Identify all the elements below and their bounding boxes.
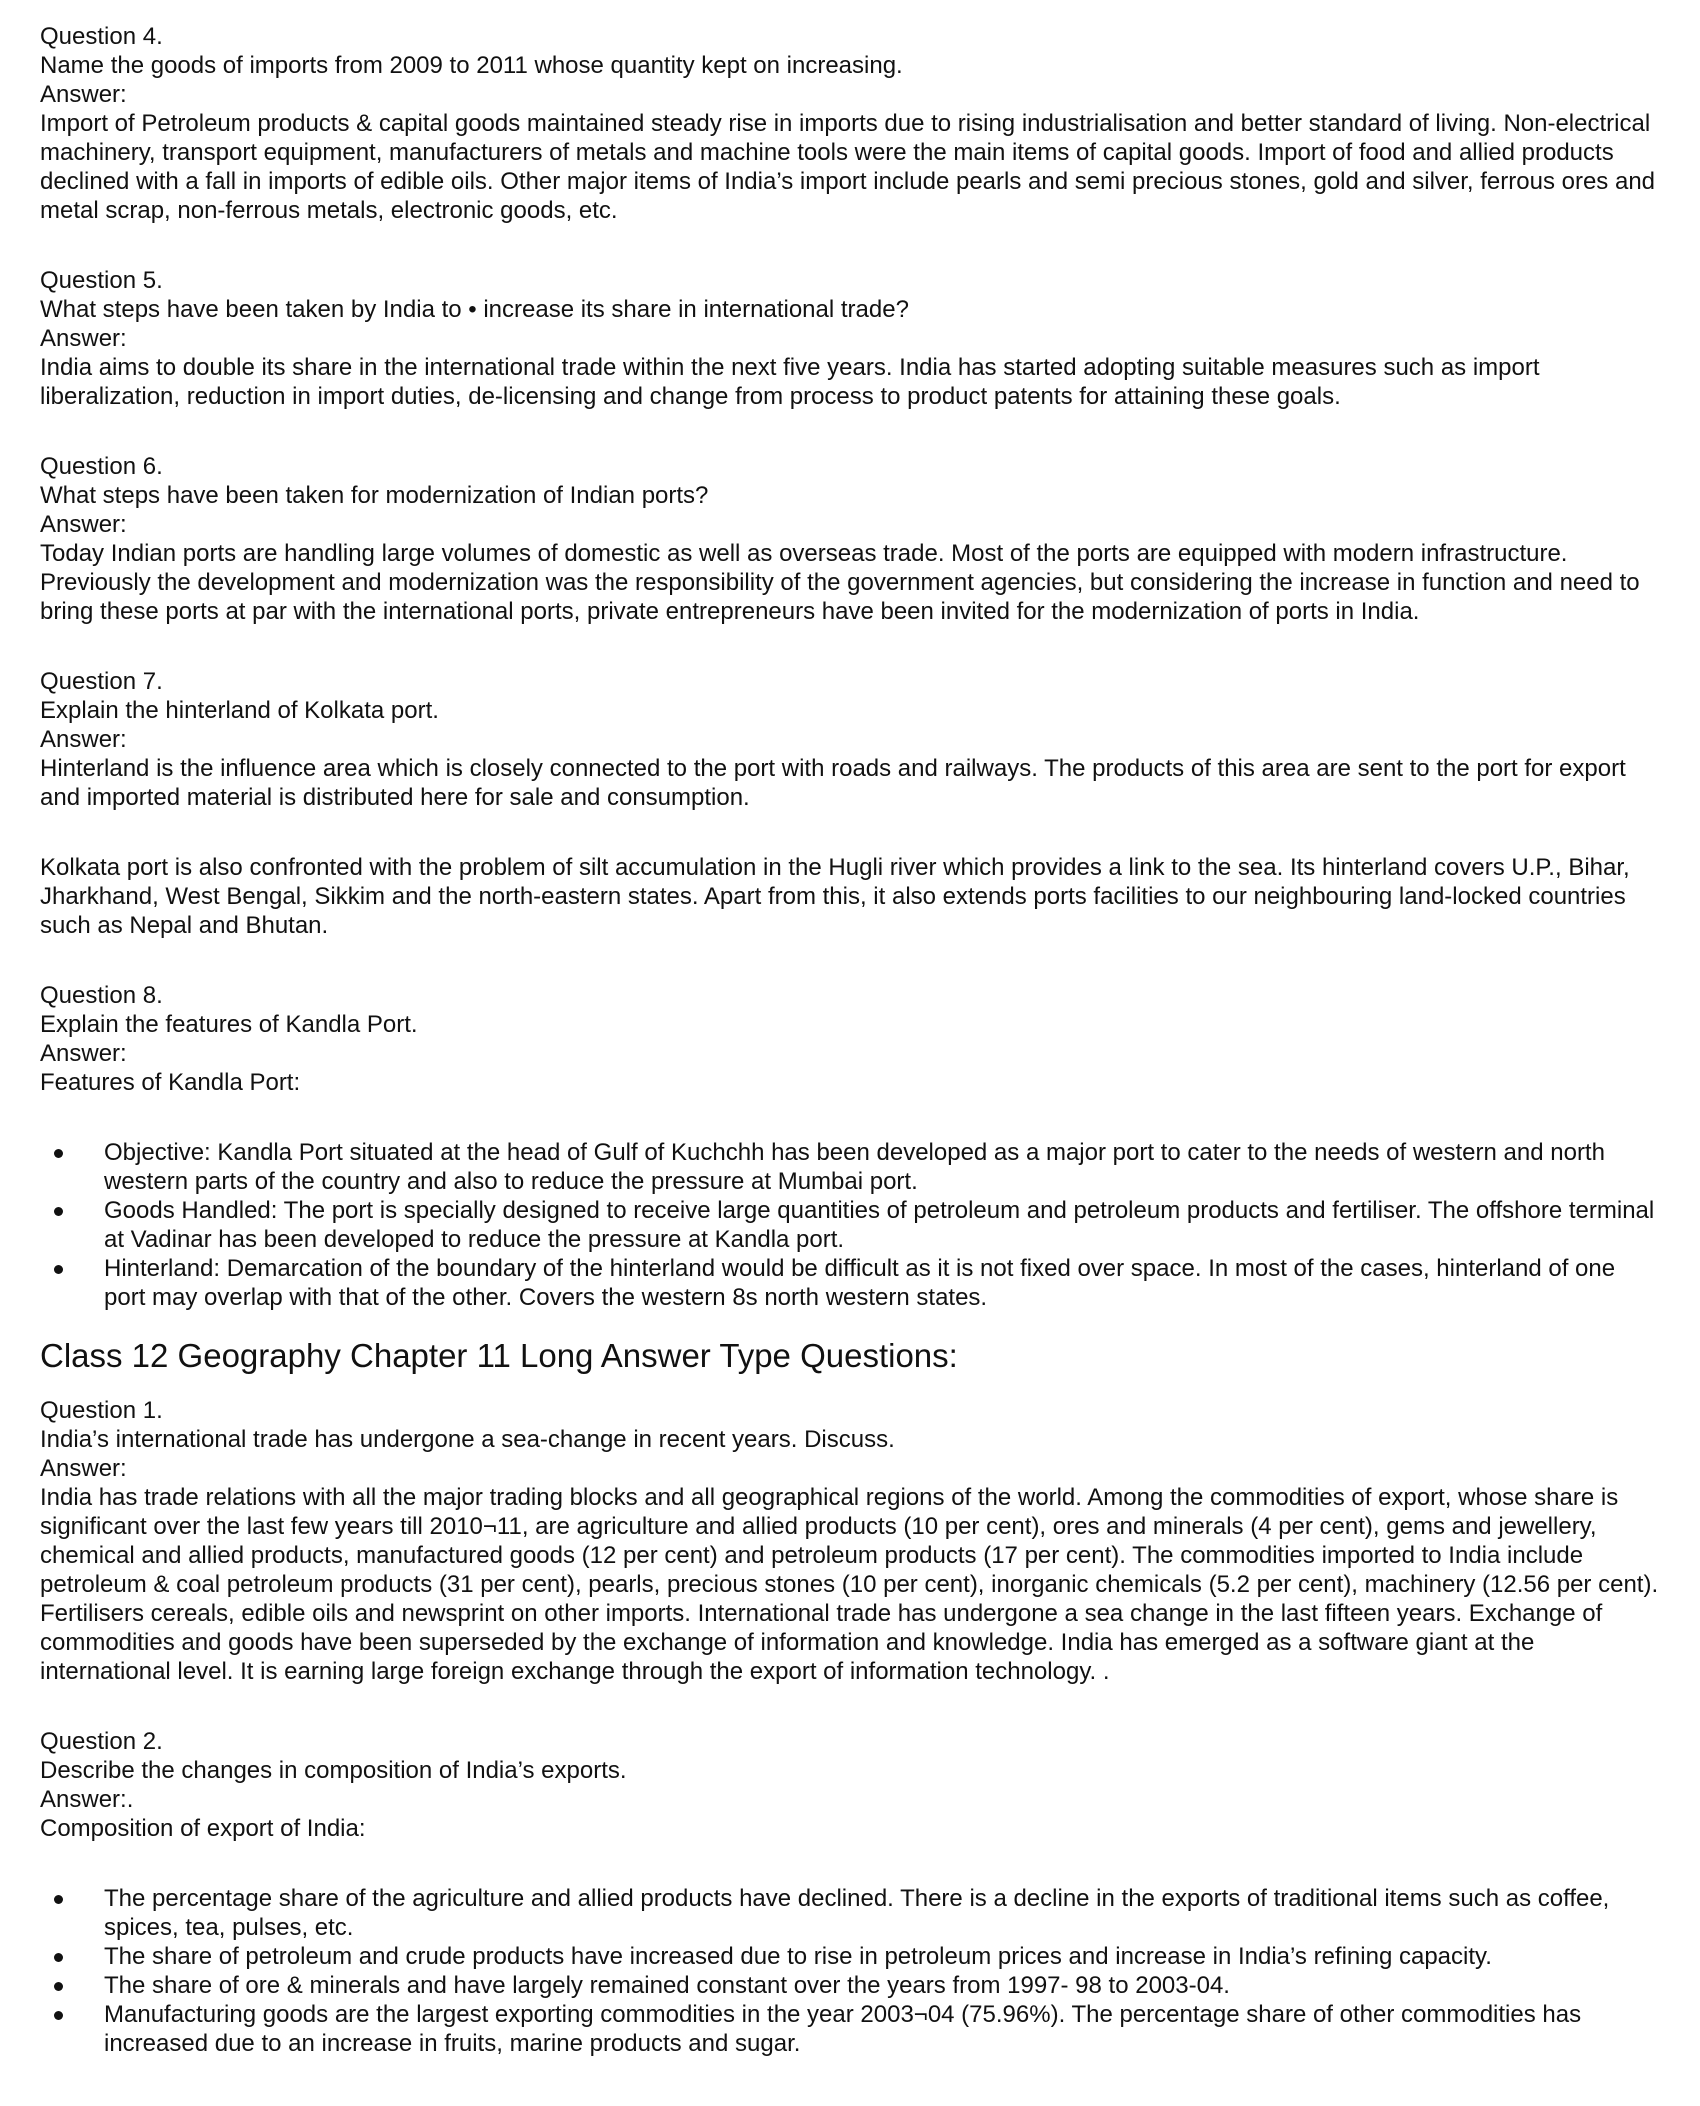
- answer-label: Answer:: [40, 726, 127, 753]
- answer-intro: Composition of export of India:: [40, 1815, 366, 1842]
- question-text: Explain the hinterland of Kolkata port.: [40, 697, 439, 724]
- question-title: Question 1.: [40, 1397, 163, 1424]
- answer-text-continued: Kolkata port is also confronted with the problem of silt accumulation in the Hugli river which provides a link to the sea. Its hinterland covers U.P., Bihar, Jharkhand, West Bengal, Sikkim and the north-eastern states. Apart from this, it also extends ports facilities to our neighbouring land-locked countries such as Nepal and Bhutan.: [40, 854, 1630, 939]
- question-title: Question 7.: [40, 668, 163, 695]
- bullet-icon: [54, 1149, 63, 1158]
- answer-label: Answer:: [40, 325, 127, 352]
- bullet-icon: [54, 1953, 63, 1962]
- question-text: Name the goods of imports from 2009 to 2011 whose quantity kept on increasing.: [40, 52, 903, 79]
- question-5-block: [40, 266, 1660, 411]
- question-text: What steps have been taken for modernization of Indian ports?: [40, 482, 709, 509]
- bullet-icon: [54, 2011, 63, 2020]
- question-title: Question 6.: [40, 453, 163, 480]
- bullet-icon: [54, 1265, 63, 1274]
- bullet-icon: [54, 1895, 63, 1904]
- list-item: The share of petroleum and crude products have increased due to rise in petroleum prices and increase in India’s refining capacity.: [40, 1942, 1660, 1971]
- kandla-features-list: [40, 1138, 1660, 1312]
- list-item: The share of ore & minerals and have largely remained constant over the years from 1997- 98 to 2003-04.: [40, 1971, 1660, 2000]
- bullet-icon: [54, 1982, 63, 1991]
- question-7-block: [40, 667, 1660, 940]
- answer-label: Answer:.: [40, 1786, 134, 1813]
- list-item: Goods Handled: The port is specially designed to receive large quantities of petroleum and petroleum products and fertiliser. The offshore terminal at Vadinar has been developed to reduce the pressure at Kandla port.: [40, 1196, 1660, 1254]
- long-question-2-block: [40, 1727, 1660, 1843]
- bullet-icon: [54, 1207, 63, 1216]
- question-text: India’s international trade has undergone a sea-change in recent years. Discuss.: [40, 1426, 895, 1453]
- question-8-block: [40, 981, 1660, 1097]
- list-item: Manufacturing goods are the largest exporting commodities in the year 2003¬04 (75.96%). The percentage share of other commodities has increased due to an increase in fruits, marine products and sugar.: [40, 2000, 1660, 2058]
- answer-text: Today Indian ports are handling large volumes of domestic as well as overseas trade. Most of the ports are equipped with modern infrastructure. Previously the development and modernization was the responsibility of the government agencies, but considering the increase in function and need to bring these ports at par with the international ports, private entrepreneurs have been invited for the modernization of ports in India.: [40, 540, 1640, 625]
- question-4-block: [40, 22, 1660, 225]
- answer-label: Answer:: [40, 1040, 127, 1067]
- list-item: Objective: Kandla Port situated at the head of Gulf of Kuchchh has been developed as a major port to cater to the needs of western and north western parts of the country and also to reduce the pressure at Mumbai port.: [40, 1138, 1660, 1196]
- answer-label: Answer:: [40, 81, 127, 108]
- question-title: Question 4.: [40, 23, 163, 50]
- answer-text: Import of Petroleum products & capital goods maintained steady rise in imports due to rising industrialisation and better standard of living. Non-electrical machinery, transport equipment, manufacturers of metals and machine tools were the main items of capital goods. Import of food and allied products declined with a fall in imports of edible oils. Other major items of India’s import include pearls and semi precious stones, gold and silver, ferrous ores and metal scrap, non-ferrous metals, electronic goods, etc.: [40, 110, 1656, 224]
- list-item: The percentage share of the agriculture and allied products have declined. There is a decline in the exports of traditional items such as coffee, spices, tea, pulses, etc.: [40, 1884, 1660, 1942]
- question-title: Question 5.: [40, 267, 163, 294]
- answer-label: Answer:: [40, 1455, 127, 1482]
- question-text: What steps have been taken by India to • increase its share in international trade?: [40, 296, 909, 323]
- question-text: Describe the changes in composition of India’s exports.: [40, 1757, 627, 1784]
- question-title: Question 2.: [40, 1728, 163, 1755]
- export-composition-list: [40, 1884, 1660, 2058]
- answer-label: Answer:: [40, 511, 127, 538]
- answer-intro: Features of Kandla Port:: [40, 1069, 301, 1096]
- question-title: Question 8.: [40, 982, 163, 1009]
- section-heading: Class 12 Geography Chapter 11 Long Answer Type Questions:: [40, 1337, 958, 1374]
- long-question-1-block: [40, 1396, 1660, 1686]
- question-text: Explain the features of Kandla Port.: [40, 1011, 418, 1038]
- list-item: Hinterland: Demarcation of the boundary of the hinterland would be difficult as it is not fixed over space. In most of the cases, hinterland of one port may overlap with that of the other. Covers the western 8s north western states.: [40, 1254, 1660, 1312]
- answer-text: India aims to double its share in the international trade within the next five years. India has started adopting suitable measures such as import liberalization, reduction in import duties, de-licensing and change from process to product patents for attaining these goals.: [40, 354, 1540, 410]
- answer-text: Hinterland is the influence area which is closely connected to the port with roads and railways. The products of this area are sent to the port for export and imported material is distributed here for sale and consumption.: [40, 755, 1626, 811]
- question-6-block: [40, 452, 1660, 626]
- answer-text: India has trade relations with all the major trading blocks and all geographical regions of the world. Among the commodities of export, whose share is significant over the last few years till 2010¬11, are agriculture and allied products (10 per cent), ores and minerals (4 per cent), gems and jewellery, chemical and allied products, manufactured goods (12 per cent) and petroleum products (17 per cent). The commodities imported to India include petroleum & coal petroleum products (31 per cent), pearls, precious stones (10 per cent), inorganic chemicals (5.2 per cent), machinery (12.56 per cent). Fertilisers cereals, edible oils and newsprint on other imports. International trade has undergone a sea change in the last fifteen years. Exchange of commodities and goods have been superseded by the exchange of information and knowledge. India has emerged as a software giant at the international level. It is earning large foreign exchange through the export of information technology. .: [40, 1484, 1659, 1685]
